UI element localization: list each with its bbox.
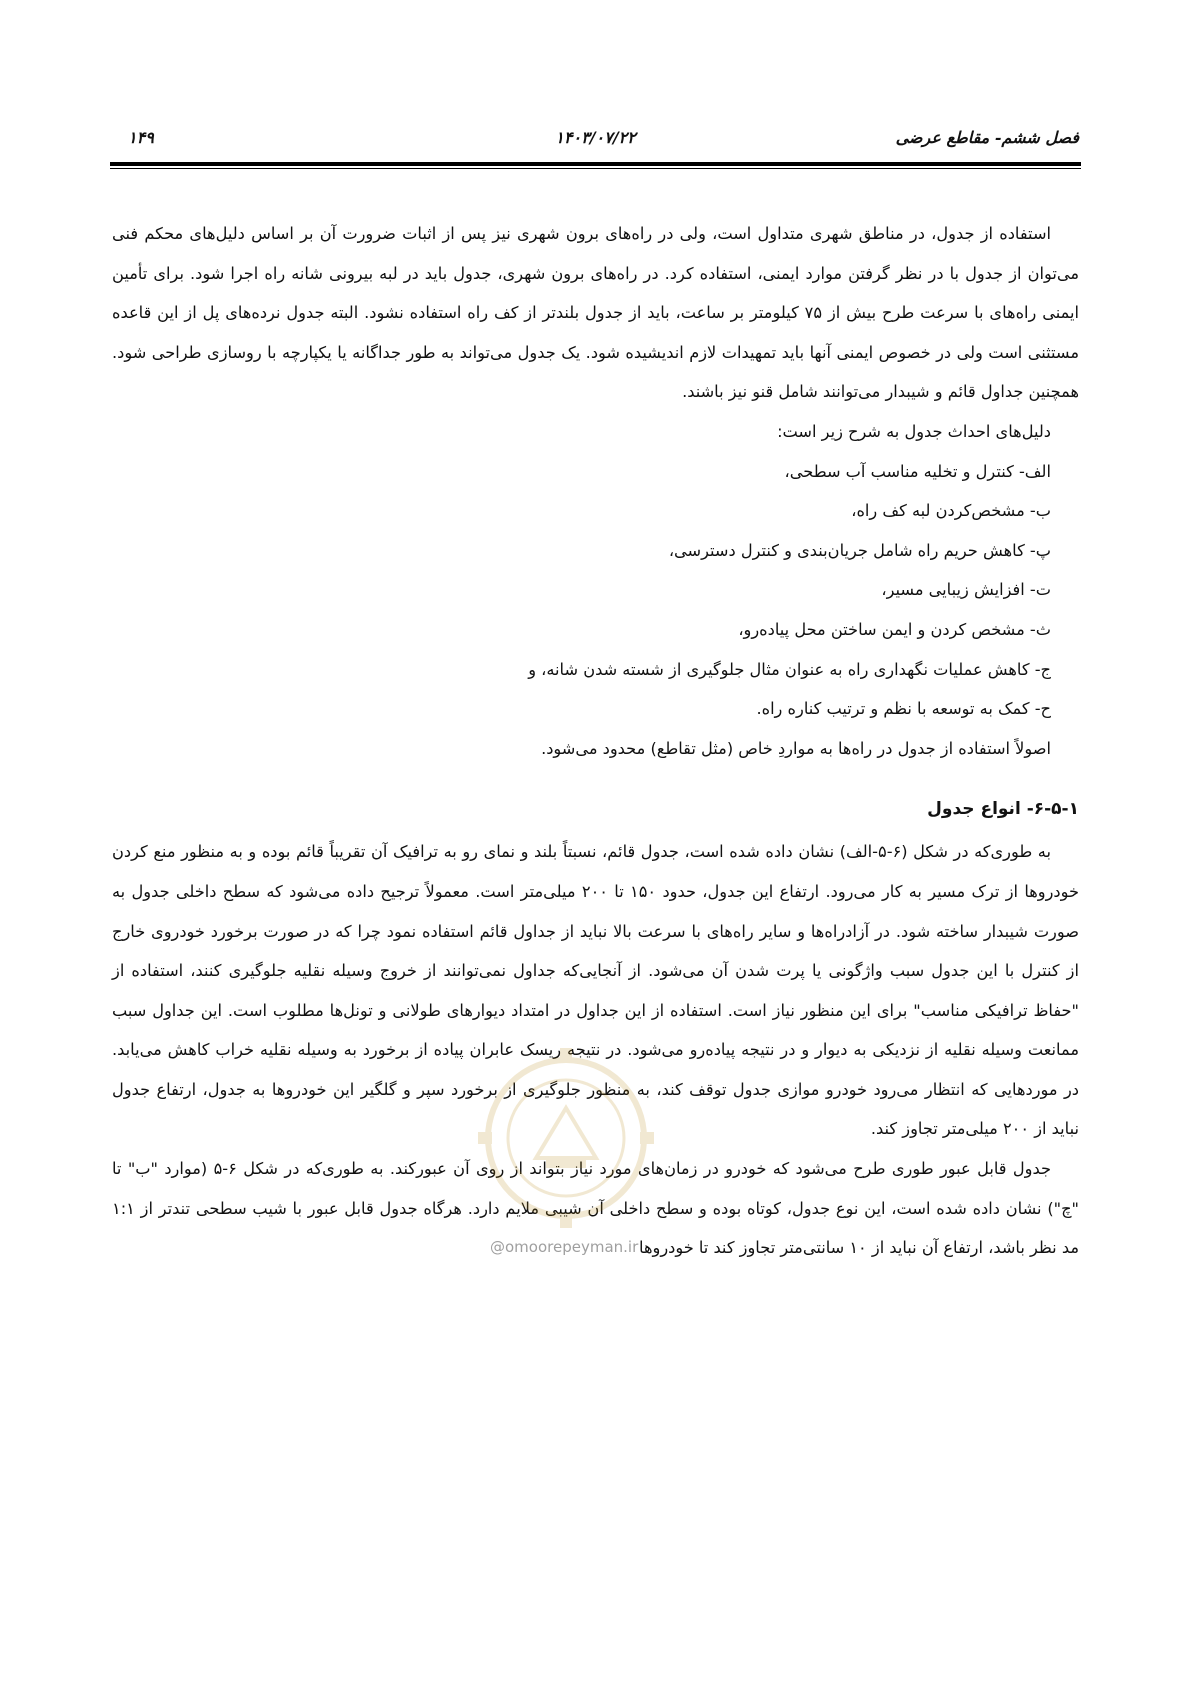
list-item: پ- کاهش حریم راه شامل جریان‌بندی و کنترل دسترسی،	[668, 540, 1051, 560]
reasons-list	[112, 412, 1079, 768]
header-date: ۱۴۰۳/۰۷/۲۲	[555, 128, 636, 147]
paragraph-mountable-curb: جدول قابل عبور طوری طرح می‌شود که خودرو در زمان‌های مورد نیاز بتواند از روی آن عبورکند. به طوری‌که در شکل ۶-۵ (موارد "ب" تا "چ") نشان داده شده است، این نوع جدول، کوتاه بوده و سطح داخلی آن شیبی ملایم دارد. هرگاه جدول قابل عبور با شیب سطحی تندتر از ۱:۱ مد نظر باشد، ارتفاع آن نباید از ۱۰ سانتی‌متر تجاوز کند تا خودروها	[112, 1159, 1079, 1258]
list-item: ث- مشخص کردن و ایمن ساختن محل پیاده‌رو،	[738, 619, 1051, 639]
paragraph-vertical-curb: به طوری‌که در شکل (۶-۵-الف) نشان داده شده است، جدول قائم، نسبتاً بلند و نمای رو به ترافیک آن تقریباً قائم بوده و به منظور منع کردن خودروها از ترک مسیر به کار می‌رود. ارتفاع این جدول، حدود ۱۵۰ تا ۲۰۰ میلی‌متر است. معمولاً ترجیح داده می‌شود که سطح داخلی جدول به صورت شیبدار ساخته شود. در آزادراه‌ها و سایر راه‌های با سرعت بالا نباید از جداول قائم استفاده نمود چرا که در صورت برخورد خودروی خارج از کنترل با این جدول سبب واژگونی یا پرت شدن آن می‌شود. از آنجایی‌که جداول نمی‌توانند از خروج وسیله نقلیه جلوگیری کنند، استفاده از "حفاظ ترافیکی مناسب" برای این منظور نیاز است. استفاده از این جداول در امتداد دیوارهای طولانی و تونل‌ها مطلوب است. این جداول سبب ممانعت وسیله نقلیه از نزدیکی به دیوار و در نتیجه پیاده‌رو می‌شود. در نتیجه ریسک عابران پیاده از برخورد به وسیله نقلیه خراب کاهش می‌یابد. در موردهایی که انتظار می‌رود خودرو موازی جدول توقف کند، به منظور جلوگیری از برخورد سپر و گلگیر این خودروها به جدول، ارتفاع جدول نباید از ۲۰۰ میلی‌متر تجاوز کند.	[112, 842, 1080, 1139]
paragraph-curb-usage: استفاده از جدول، در مناطق شهری متداول است، ولی در راه‌های برون شهری نیز پس از اثبات ضرورت آن بر اساس دلیل‌های محکم فنی می‌توان از جدول با در نظر گرفتن موارد ایمنی، استفاده کرد. در راه‌های برون شهری، جدول باید در لبه بیرونی شانه راه اجرا شود. برای تأمین ایمنی راه‌های با سرعت طرح بیش از ۷۵ کیلومتر بر ساعت، باید از جدول بلندتر از کف راه استفاده نشود. البته جدول نرده‌های پل از این قاعده مستثنی است ولی در خصوص ایمنی آنها باید تمهیدات لازم اندیشیده شود. یک جدول می‌تواند به طور جداگانه یا یکپارچه با روسازی طراحی شود. همچنین جداول قائم و شیبدار می‌توانند شامل قنو نیز باشند.	[112, 224, 1079, 402]
list-outro: اصولاً استفاده از جدول در راه‌ها به مواردِ خاص (مثل تقاطع) محدود می‌شود.	[541, 738, 1051, 758]
list-item: ب- مشخص‌کردن لبه کف راه،	[851, 501, 1051, 521]
page-number: ۱۴۹	[128, 128, 154, 147]
body-text	[112, 214, 1079, 1268]
list-item: ح- کمک به توسعه با نظم و ترتیب کناره راه.	[756, 699, 1051, 719]
page-header	[112, 128, 1079, 154]
list-intro: دلیل‌های احداث جدول به شرح زیر است:	[777, 421, 1051, 441]
spacer	[112, 768, 1079, 778]
section-heading: ۶-۵-۱- انواع جدول	[927, 799, 1079, 820]
list-item: ت- افزایش زیبایی مسیر،	[881, 580, 1051, 600]
list-item: ج- کاهش عملیات نگهداری راه به عنوان مثال جلوگیری از شسته شدن شانه، و	[528, 659, 1051, 679]
header-rule-thin	[110, 168, 1081, 169]
header-rule-thick	[110, 162, 1081, 166]
list-item: الف- کنترل و تخلیه مناسب آب سطحی،	[784, 461, 1051, 481]
watermark-text: @omoorepeyman.ir	[490, 1238, 639, 1256]
chapter-title: فصل ششم- مقاطع عرضی	[895, 128, 1079, 147]
